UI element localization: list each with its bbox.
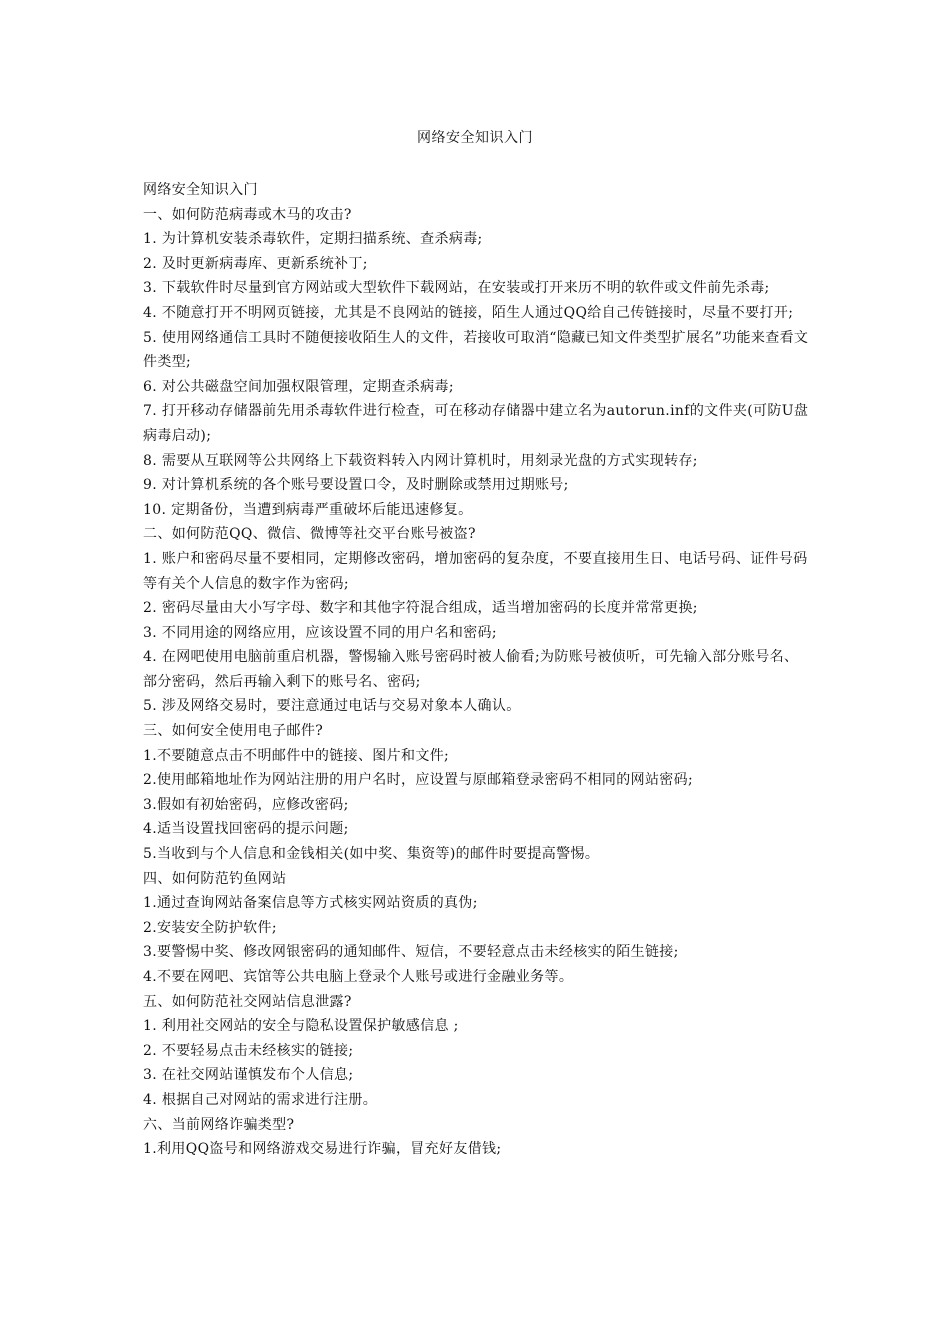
list-item: 3. 下载软件时尽量到官方网站或大型软件下载网站，在安装或打开来历不明的软件或文件前先杀毒; [143,280,770,297]
list-item: 5. 使用网络通信工具时不随便接收陌生人的文件，若接收可取消“隐藏已知文件类型扩展名”功能来查看文件类型; [143,329,809,371]
list-item: 6. 对公共磁盘空间加强权限管理，定期查杀病毒; [143,378,454,395]
list-item: 7. 打开移动存储器前先用杀毒软件进行检查，可在移动存储器中建立名为autorun.inf的文件夹(可防U盘病毒启动); [143,403,809,444]
list-item: 4. 根据自己对网站的需求进行注册。 [143,1091,378,1108]
list-item: 1.不要随意点击不明邮件中的链接、图片和文件; [143,747,450,764]
list-item: 8. 需要从互联网等公共网络上下载资料转入内网计算机时，用刻录光盘的方式实现转存; [143,452,698,469]
section-heading: 四、如何防范钓鱼网站 [143,870,287,887]
document-heading: 网络安全知识入门 [143,182,258,198]
section-heading: 六、当前网络诈骗类型? [143,1116,295,1133]
list-item: 1.利用QQ盗号和网络游戏交易进行诈骗，冒充好友借钱; [143,1141,502,1158]
list-item: 10. 定期备份，当遭到病毒严重破坏后能迅速修复。 [143,501,473,518]
list-item: 1.通过查询网站备案信息等方式核实网站资质的真伪; [143,895,478,912]
list-item: 2. 及时更新病毒库、更新系统补丁; [143,255,368,272]
list-item: 9. 对计算机系统的各个账号要设置口令，及时删除或禁用过期账号; [143,477,569,494]
list-item: 4. 不随意打开不明网页链接，尤其是不良网站的链接，陌生人通过QQ给自己传链接时，尽量不要打开; [143,304,794,321]
list-item: 2.使用邮箱地址作为网站注册的用户名时，应设置与原邮箱登录密码不相同的网站密码; [143,772,694,789]
section-heading: 一、如何防范病毒或木马的攻击? [143,206,352,223]
list-item: 3.要警惕中奖、修改网银密码的通知邮件、短信，不要轻意点击未经核实的陌生链接; [143,944,679,961]
list-item: 1. 利用社交网站的安全与隐私设置保护敏感信息 ; [143,1018,459,1035]
list-item: 5. 涉及网络交易时，要注意通过电话与交易对象本人确认。 [143,698,521,715]
list-item: 4.适当设置找回密码的提示问题; [143,821,349,838]
list-item: 1. 为计算机安装杀毒软件，定期扫描系统、查杀病毒; [143,231,483,248]
list-item: 2. 密码尽量由大小写字母、数字和其他字符混合组成，适当增加密码的长度并常常更换; [143,600,698,617]
document-body [143,178,809,1162]
list-item: 5.当收到与个人信息和金钱相关(如中奖、集资等)的邮件时要提高警惕。 [143,846,600,863]
section-heading: 三、如何安全使用电子邮件? [143,723,324,740]
document-title: 网络安全知识入门 [417,130,533,146]
list-item: 3. 在社交网站谨慎发布个人信息; [143,1067,354,1084]
section-heading: 二、如何防范QQ、微信、微博等社交平台账号被盗? [143,526,476,543]
list-item: 1. 账户和密码尽量不要相同，定期修改密码，增加密码的复杂度，不要直接用生日、电话号码、证件号码等有关个人信息的数字作为密码; [143,550,808,592]
list-item: 3. 不同用途的网络应用，应该设置不同的用户名和密码; [143,624,497,641]
list-item: 2. 不要轻易点击未经核实的链接; [143,1042,354,1059]
list-item: 3.假如有初始密码，应修改密码; [143,796,349,813]
list-item: 4.不要在网吧、宾馆等公共电脑上登录个人账号或进行金融业务等。 [143,969,574,985]
section-heading: 五、如何防范社交网站信息泄露? [143,993,352,1010]
list-item: 4. 在网吧使用电脑前重启机器，警惕输入账号密码时被人偷看;为防账号被侦听，可先输入部分账号名、部分密码，然后再输入剩下的账号名、密码; [143,649,799,690]
list-item: 2.安装安全防护软件; [143,919,277,936]
